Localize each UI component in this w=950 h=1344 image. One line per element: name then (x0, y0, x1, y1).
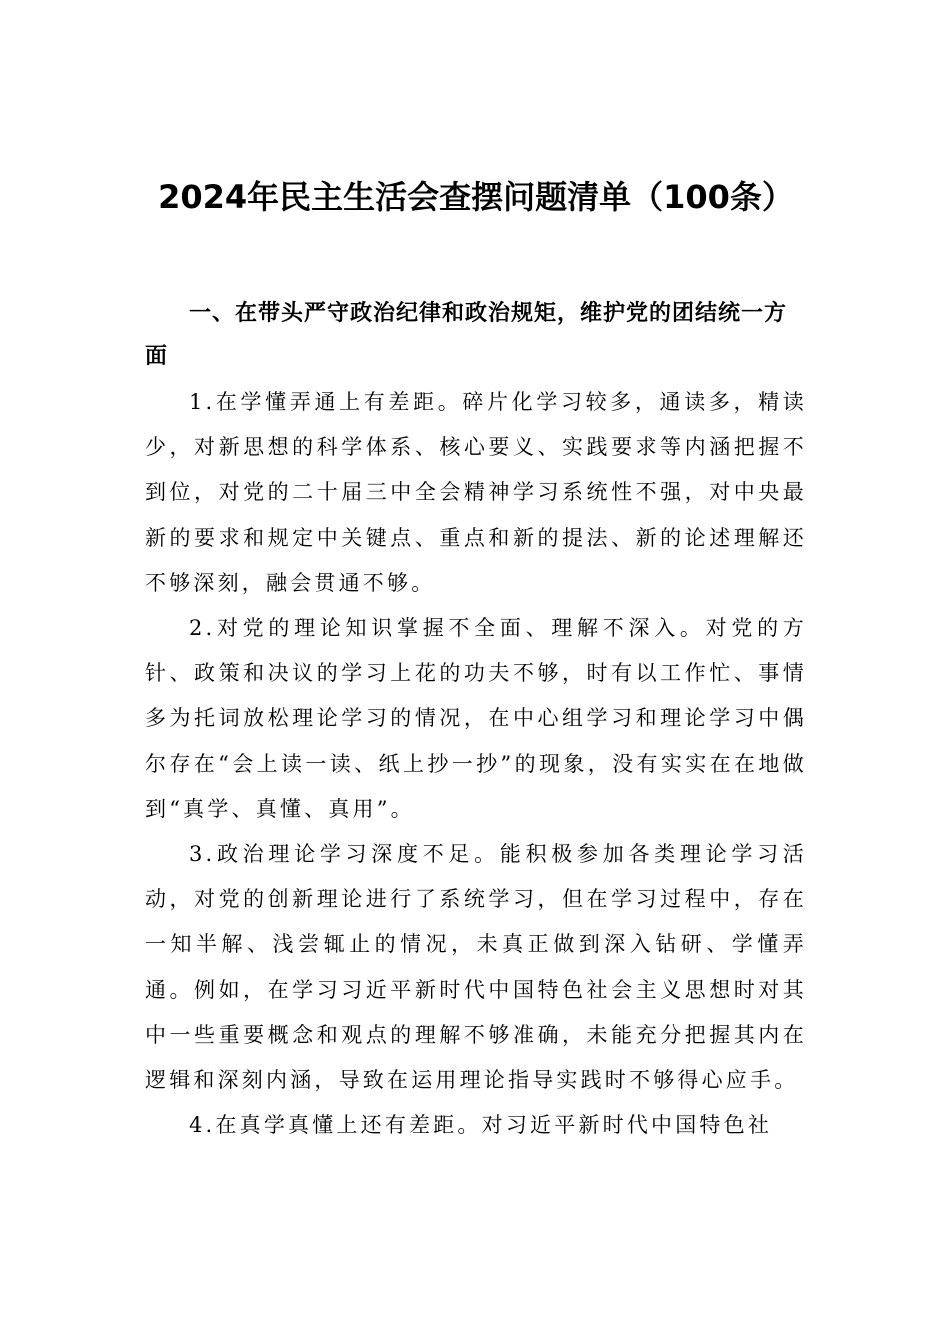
paragraph-2: 2.对党的理论知识掌握不全面、理解不深入。对党的方针、政策和决议的学习上花的功夫不够，时有以工作忙、事情多为托词放松理论学习的情况，在中心组学习和理论学习中偶尔存在“会上读一读、纸上抄一抄”的现象，没有实实在在地做到“真学、真懂、真用”。 (145, 616, 807, 821)
document-title: 2024年民主生活会查摆问题清单（100条） (158, 178, 794, 216)
paragraph-3: 3.政治理论学习深度不足。能积极参加各类理论学习活动，对党的创新理论进行了系统学习，但在学习过程中，存在一知半解、浅尝辄止的情况，未真正做到深入钻研、学懂弄通。例如，在学习习近平新时代中国特色社会主义思想时对其中一些重要概念和观点的理解不够准确，未能充分把握其内在逻辑和深刻内涵，导致在运用理论指导实践时不够得心应手。 (145, 842, 807, 1093)
paragraph-4: 4.在真学真懂上还有差距。对习近平新时代中国特色社 (189, 1113, 773, 1138)
document-page (145, 172, 807, 1148)
paragraph-1: 1.在学懂弄通上有差距。碎片化学习较多，通读多，精读少，对新思想的科学体系、核心要义、实践要求等内涵把握不到位，对党的二十届三中全会精神学习系统性不强，对中央最新的要求和规定中关键点、重点和新的提法、新的论述理解还不够深刻，融会贯通不够。 (145, 390, 807, 595)
section-heading: 一、在带头严守政治纪律和政治规矩，维护党的团结统一方面 (145, 301, 788, 369)
